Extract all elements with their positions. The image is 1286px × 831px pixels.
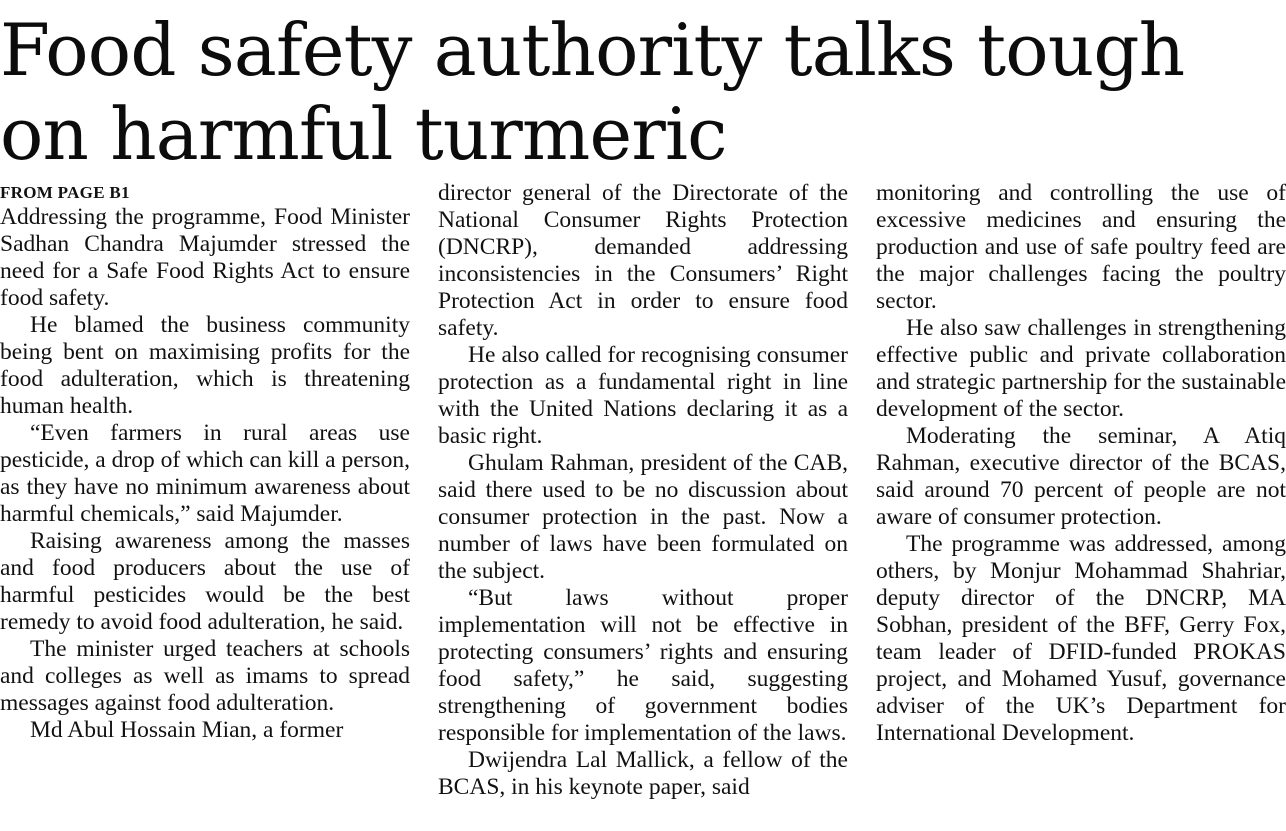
paragraph: Ghulam Rahman, president of the CAB, said there used to be no discussion about consumer protection in the past. Now a number of laws have been formulated on the subject. (438, 450, 848, 584)
paragraph: Raising awareness among the masses and food producers about the use of harmful pesticides would be the best remedy to avoid food adulteration, he said. (0, 528, 410, 635)
jump-line: FROM PAGE B1 (0, 183, 130, 202)
paragraph: He also called for recognising consumer protection as a fundamental right in line with the United Nations declaring it as a basic right. (438, 342, 848, 449)
paragraph: “But laws without proper implementation will not be effective in protecting consumers’ rights and ensuring food safety,” he said, suggesting strengthening of government bodies responsible for implementation of the laws. (438, 585, 848, 746)
paragraph: monitoring and controlling the use of excessive medicines and ensuring the production and use of safe poultry feed are the major challenges facing the poultry sector. (876, 180, 1286, 314)
paragraph: Dwijendra Lal Mallick, a fellow of the BCAS, in his keynote paper, said (438, 747, 848, 800)
headline: Food safety authority talks tough on harmful turmeric (0, 8, 1185, 176)
paragraph: The minister urged teachers at schools and colleges as well as imams to spread messages against food adulteration. (0, 636, 410, 716)
paragraph: director general of the Directorate of the National Consumer Rights Protection (DNCRP), demanded addressing inconsistencies in the Consumers’ Right Protection Act in order to ensure food safety. (438, 180, 848, 341)
article-column-3 (876, 180, 1286, 831)
paragraph: The programme was addressed, among others, by Monjur Mohammad Shahriar, deputy director of the DNCRP, MA Sobhan, president of the BFF, Gerry Fox, team leader of DFID-funded PROKAS project, and Mohamed Yusuf, governance adviser of the UK’s Department for International Development. (876, 531, 1286, 746)
paragraph: Addressing the programme, Food Minister Sadhan Chandra Majumder stressed the need for a Safe Food Rights Act to ensure food safety. (0, 204, 410, 311)
paragraph: He also saw challenges in strengthening effective public and private collaboration and strategic partnership for the sustainable development of the sector. (876, 315, 1286, 422)
article-column-1 (0, 180, 410, 831)
paragraph: Moderating the seminar, A Atiq Rahman, executive director of the BCAS, said around 70 percent of people are not aware of consumer protection. (876, 423, 1286, 530)
article-column-2 (438, 180, 848, 831)
paragraph: Md Abul Hossain Mian, a former (30, 717, 344, 743)
paragraph: He blamed the business community being bent on maximising profits for the food adulteration, which is threatening human health. (0, 312, 410, 419)
paragraph: “Even farmers in rural areas use pesticide, a drop of which can kill a person, as they have no minimum awareness about harmful chemicals,” said Majumder. (0, 420, 410, 527)
